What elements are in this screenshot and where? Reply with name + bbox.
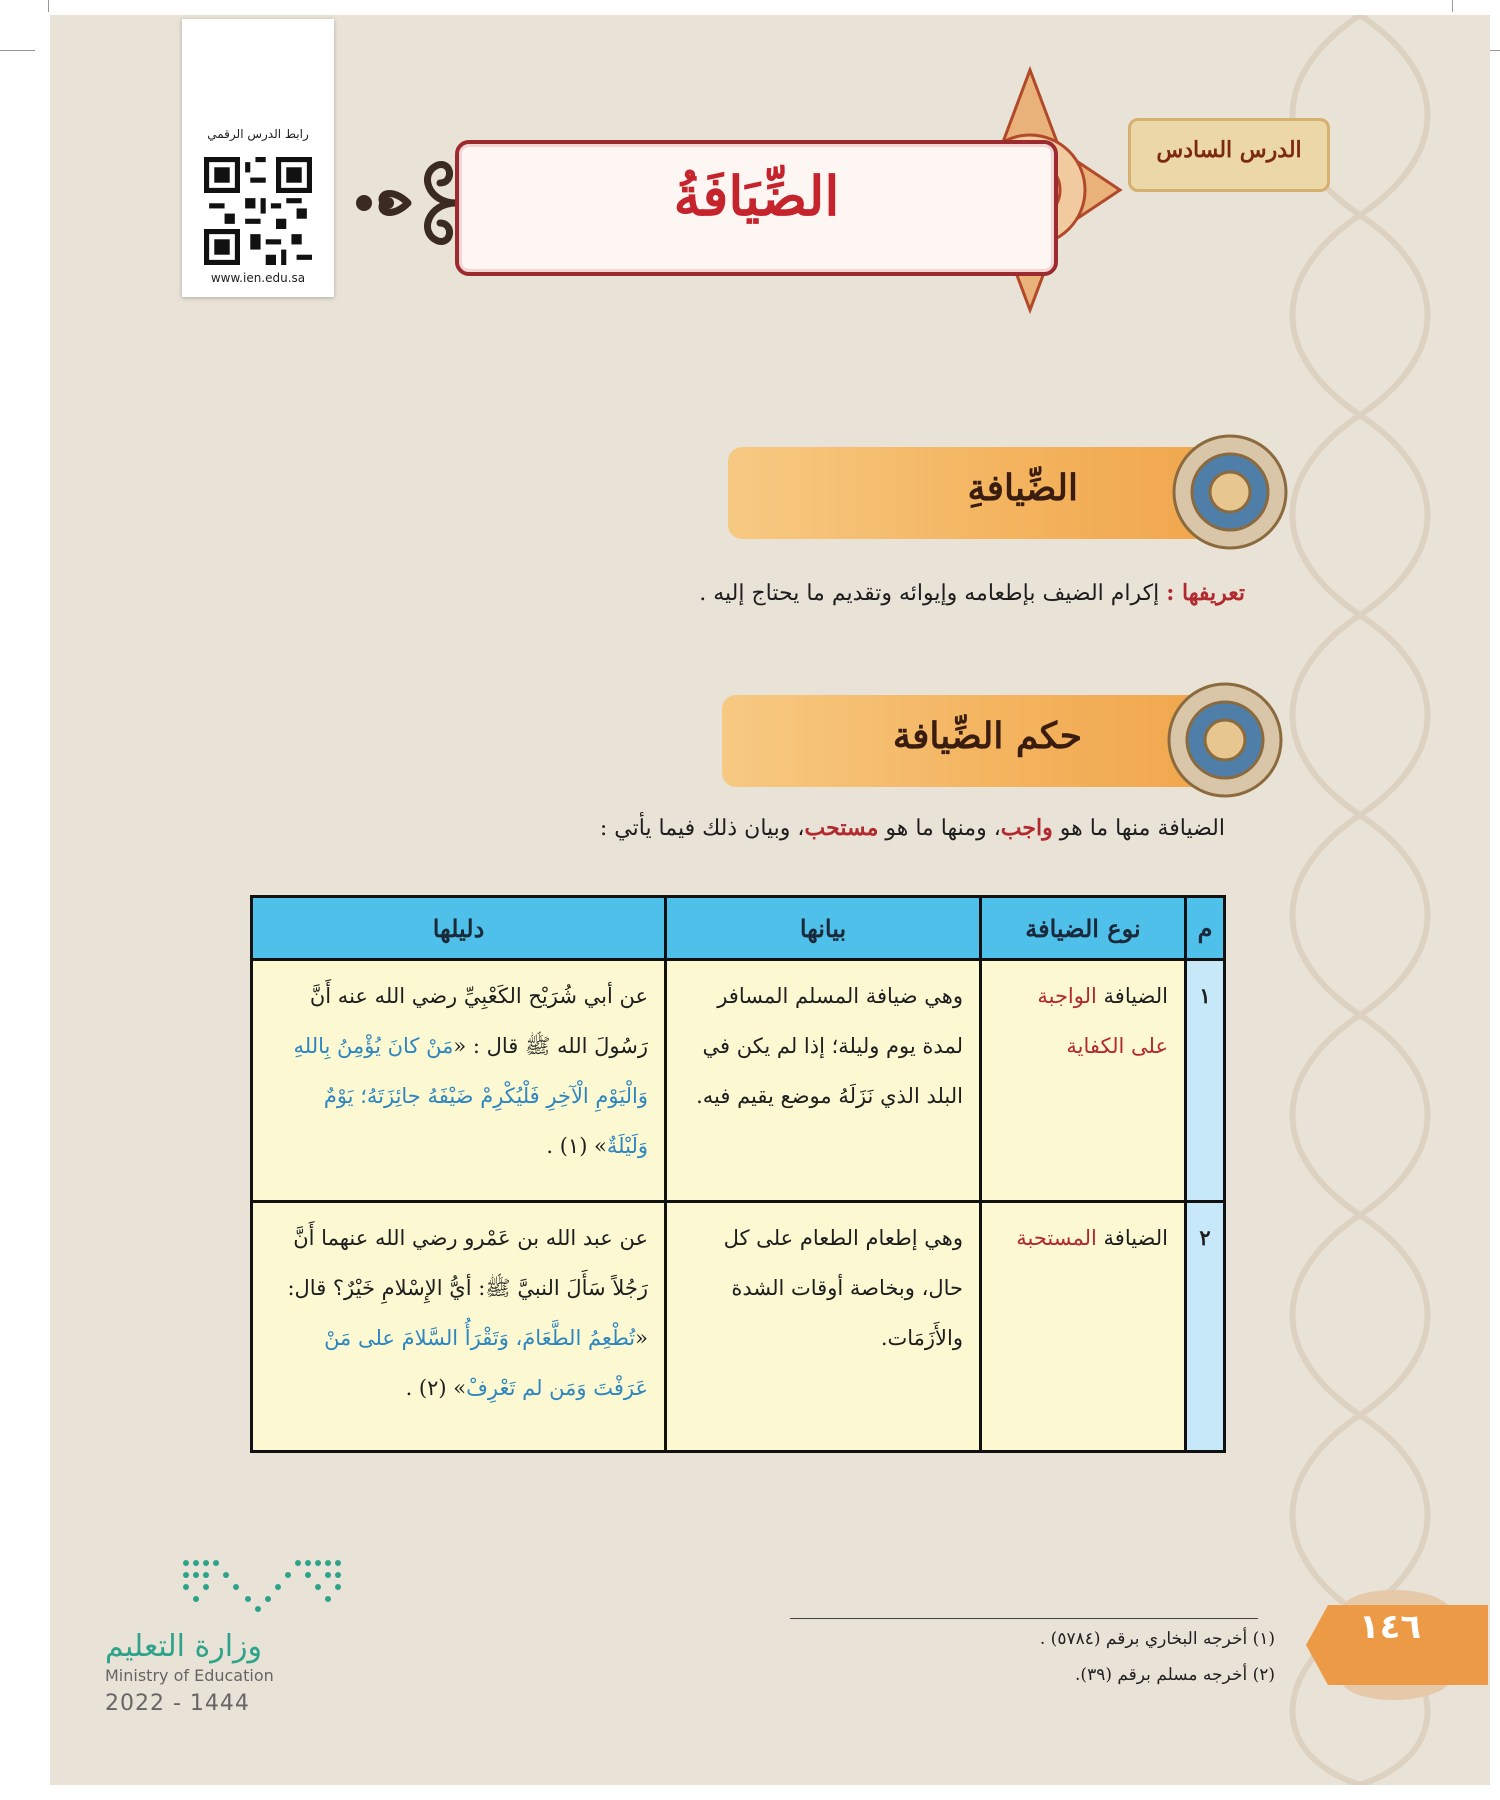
page-title: الضِّيَافَةُ [673,164,840,228]
edition-year: 2022 - 1444 [105,1691,250,1716]
type-qualifier: المستحبة [1016,1226,1097,1250]
ministry-name-arabic: وزارة التعليم [105,1629,263,1664]
ruling-intro [600,815,1225,841]
lesson-tag-label: الدرس السادس [1156,137,1302,163]
page-number: ١٤٦ [1358,1607,1422,1647]
header-num: م [1186,897,1225,960]
row-explanation: وهي إطعام الطعام على كل حال، وبخاصة أوقات الشدة والأَزَمَات. [666,1202,981,1452]
rosette-icon [1165,680,1285,800]
definition-text [699,580,1245,606]
page [50,15,1490,1785]
qr-card[interactable] [182,19,334,297]
qr-url[interactable]: www.ien.edu.sa [210,271,306,285]
section-title-ruling: حكم الضِّيافة [892,715,1082,757]
table-row [252,1202,1225,1452]
evidence-hadith: تُطْعِمُ الطَّعَامَ، وَتَقْرَأُ السَّلامَ على مَنْ عَرَفْتَ وَمَن لم تَعْرِفْ [324,1326,648,1400]
ministry-logo-icon [178,1555,348,1615]
ruling-table [250,895,1226,1453]
evidence-ref: » (١) . [546,1134,607,1158]
ministry-name-english: Ministry of Education [105,1666,274,1685]
row-type [981,960,1186,1202]
table-row [252,960,1225,1202]
row-num: ٢ [1186,1202,1225,1452]
footnote-2: (٢) أخرجه مسلم برقم (٣٩). [1075,1665,1275,1685]
type-label: الضيافة [1096,984,1168,1008]
arabesque-pattern [1230,15,1490,1785]
intro-part: الضيافة منها ما هو [1052,816,1225,841]
lesson-tag [1128,118,1330,192]
header-evidence: دليلها [252,897,666,960]
intro-mustahab: مستحب [804,815,879,841]
crop-mark [1452,0,1453,12]
qr-code-icon[interactable] [204,157,312,265]
intro-part: ، وبيان ذلك فيما يأتي : [599,816,805,841]
scroll-ornament [348,153,458,253]
table-header-row [252,897,1225,960]
intro-part: ، ومنها ما هو [878,816,1001,841]
section-title-definition: الضِّيافةِ [967,467,1078,509]
evidence-ref: » (٢) . [405,1376,467,1400]
footnote-divider [790,1618,1258,1619]
row-evidence [252,1202,666,1452]
title-box [455,140,1058,276]
evidence-hadith: مَنْ كانَ يُؤْمِنُ بِاللهِ وَالْيَوْمِ الْآخِرِ فَلْيُكْرِمْ ضَيْفَهُ جائِزَتَهُ؛ يَوْمٌ وَلَيْلَةٌ [293,1034,648,1158]
row-type [981,1202,1186,1452]
evidence-narration: عن أبي شُرَيْح الكَعْبِيِّ رضي الله عنه أَنَّ رَسُولَ الله ﷺ قال : « [309,984,648,1058]
definition-label: تعريفها : [1166,580,1245,606]
header-explanation: بيانها [666,897,981,960]
row-explanation: وهي ضيافة المسلم المسافر لمدة يوم وليلة؛ إذا لم يكن في البلد الذي نَزَلَهُ موضع يقيم فيه. [666,960,981,1202]
footnote-1: (١) أخرجه البخاري برقم (٥٧٨٤) . [1039,1629,1275,1649]
section-bar-definition [728,447,1228,539]
qr-caption: رابط الدرس الرقمي [207,127,309,141]
intro-wajib: واجب [1000,815,1053,841]
row-evidence [252,960,666,1202]
row-num: ١ [1186,960,1225,1202]
crop-mark [48,0,49,12]
rosette-icon [1170,432,1290,552]
evidence-narration: عن عبد الله بن عَمْرو رضي الله عنهما أَنَّ رَجُلاً سَأَلَ النبيَّ ﷺ: أيُّ الإِسْلامِ خَيْرٌ؟ قال: « [287,1226,648,1350]
header-type: نوع الضيافة [981,897,1186,960]
type-label: الضيافة [1096,1226,1168,1250]
section-bar-ruling [722,695,1222,787]
type-qualifier: الواجبة على الكفاية [1037,984,1168,1058]
crop-mark [0,50,35,51]
definition-body: إكرام الضيف بإطعامه وإيوائه وتقديم ما يحتاج إليه . [699,581,1167,606]
